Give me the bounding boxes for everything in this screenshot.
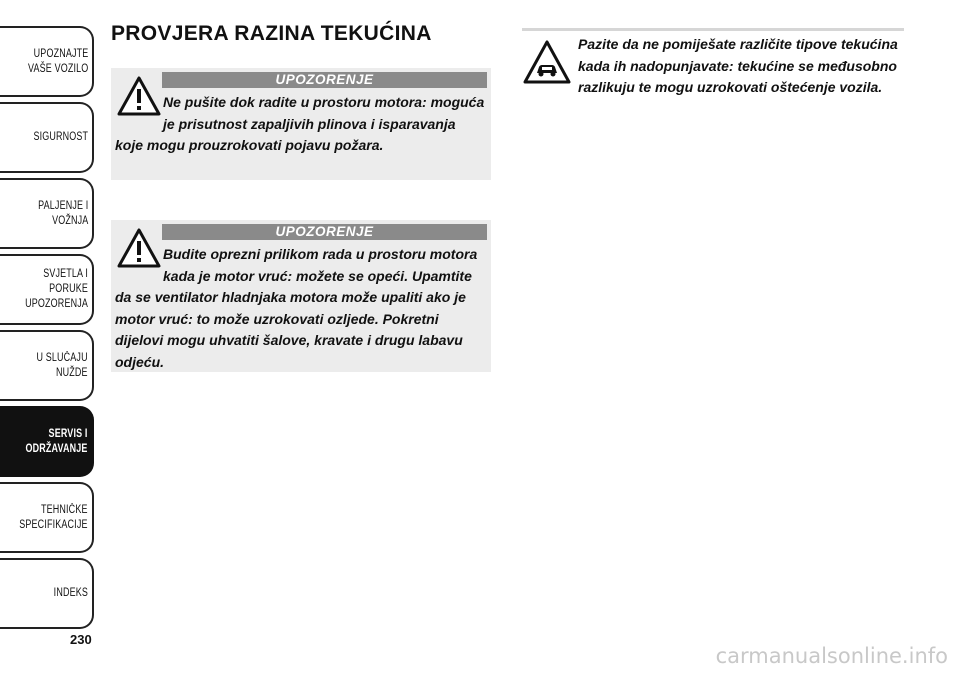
note-box-fluids <box>522 34 904 99</box>
page-number: 230 <box>70 632 92 647</box>
warning-header: UPOZORENJE <box>162 224 487 240</box>
warning-box-hot-engine <box>111 220 491 372</box>
page-title: PROVJERA RAZINA TEKUĆINA <box>111 22 432 45</box>
tab-label: SIGURNOST <box>33 131 88 143</box>
tab-sigurnost[interactable] <box>0 102 94 173</box>
tab-label: SVJETLA I PORUKE UPOZORENJA <box>25 268 88 310</box>
watermark: carmanualsonline.info <box>715 644 948 668</box>
note-text: Pazite da ne pomiješate različite tipove tekućina kada ih nadopunjavate: tekućine se međusobno razlikuju te mogu uzrokovati oštećenje vozila. <box>578 36 898 95</box>
warning-text: Budite oprezni prilikom rada u prostoru motora kada je motor vruć: možete se opeći. Upamtite da se ventilator hladnjaka motora može upaliti ako je motor vruć: to može uzrokovati ozljede. Pokretni dijelovi mogu uhvatiti šalove, kravate i drugu labavu odjeću. <box>115 246 478 370</box>
tab-label: INDEKS <box>53 587 88 599</box>
tab-upoznajte-vase-vozilo[interactable] <box>0 26 94 97</box>
tab-paljenje-i-voznja[interactable] <box>0 178 94 249</box>
tab-servis-i-odrzavanje[interactable] <box>0 406 94 477</box>
tab-label: UPOZNAJTE VAŠE VOZILO <box>27 47 88 75</box>
warning-header: UPOZORENJE <box>162 72 487 88</box>
tab-tehnicke-specifikacije[interactable] <box>0 482 94 553</box>
warning-text: Ne pušite dok radite u prostoru motora: moguća je prisutnost zapaljivih plinova i isparavanja koje mogu prouzrokovati pojavu požara. <box>115 94 485 153</box>
note-divider <box>522 28 904 31</box>
tab-indeks[interactable] <box>0 558 94 629</box>
warning-triangle-icon <box>117 76 161 116</box>
tab-label: PALJENJE I VOŽNJA <box>37 199 88 227</box>
tab-svjetla-i-poruke-upozorenja[interactable] <box>0 254 94 325</box>
tab-label: U SLUČAJU NUŽDE <box>36 351 88 379</box>
warning-triangle-icon <box>117 228 161 268</box>
tab-u-slucaju-nuzde[interactable] <box>0 330 94 401</box>
tab-label: TEHNIČKE SPECIFIKACIJE <box>19 503 88 531</box>
warning-box-smoking <box>111 68 491 180</box>
tab-label: SERVIS I ODRŽAVANJE <box>25 427 88 455</box>
car-caution-icon <box>522 38 572 88</box>
